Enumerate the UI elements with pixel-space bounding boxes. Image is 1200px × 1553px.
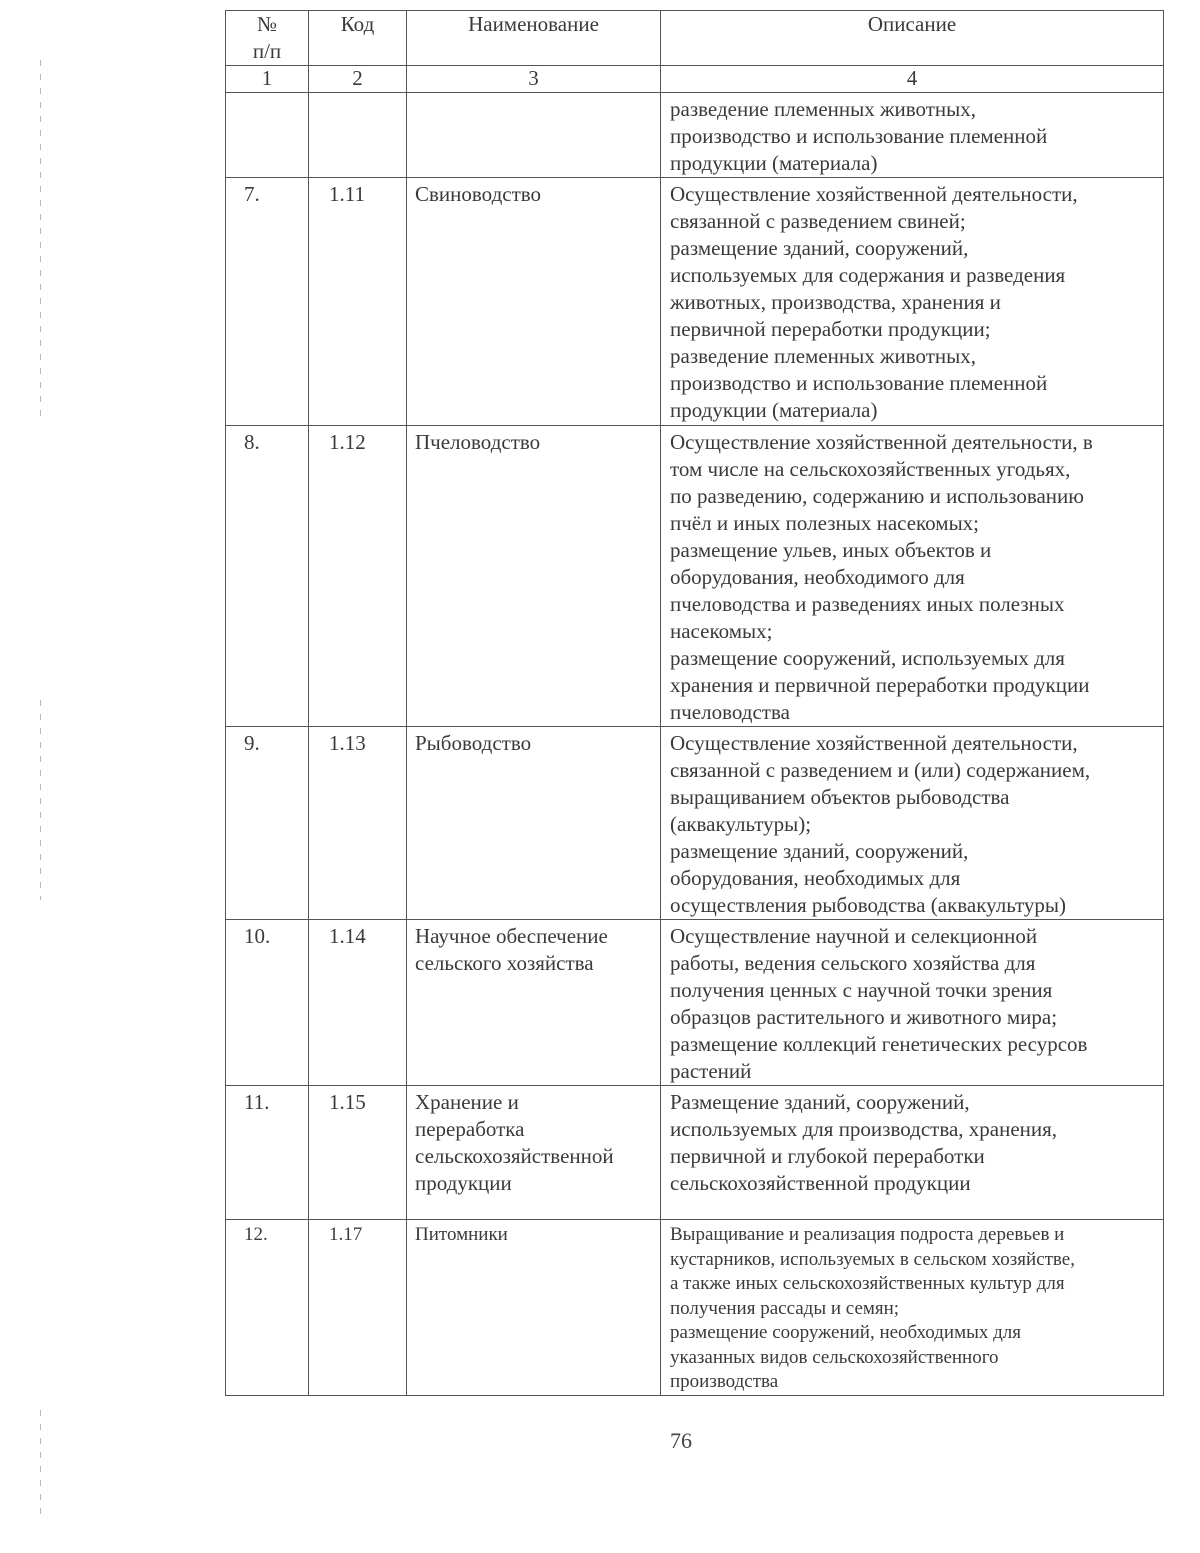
description-line: получения рассады и семян;: [670, 1297, 900, 1319]
description-line: Осуществление хозяйственной деятельности,: [670, 182, 1078, 206]
row-name: [407, 1086, 661, 1220]
description-line: выращиванием объектов рыбоводства: [670, 785, 1010, 809]
name-line: Питомники: [415, 1224, 508, 1245]
description-line: пчеловодства: [670, 700, 790, 724]
description-line: по разведению, содержанию и использованию: [670, 484, 1084, 508]
description-line: продукции (материала): [670, 151, 878, 175]
row-name: [407, 426, 661, 727]
description-line: производство и использование племенной: [670, 371, 1048, 395]
description-line: размещение зданий, сооружений,: [670, 839, 969, 863]
row-code: 1.13: [309, 727, 407, 920]
table-row: [226, 727, 1164, 920]
table-body: [226, 93, 1164, 1396]
description-line: образцов растительного и животного мира;: [670, 1005, 1058, 1029]
description-line: размещение зданий, сооружений,: [670, 236, 969, 260]
land-use-table: [225, 10, 1164, 1396]
description-line: Размещение зданий, сооружений,: [670, 1090, 970, 1114]
table-row: [226, 920, 1164, 1086]
row-code: [309, 93, 407, 178]
name-line: сельскохозяйственной: [415, 1144, 614, 1168]
description-line: кустарников, используемых в сельском хозяйстве,: [670, 1248, 1075, 1270]
description-line: производства: [670, 1371, 779, 1392]
description-line: размещение сооружений, используемых для: [670, 646, 1065, 670]
row-description: [661, 920, 1164, 1086]
row-description: [661, 426, 1164, 727]
description-line: сельскохозяйственной продукции: [670, 1171, 971, 1195]
column-number: 3: [407, 66, 661, 93]
name-line: Свиноводство: [415, 182, 542, 206]
description-line: размещение ульев, иных объектов и: [670, 538, 992, 562]
table-row: [226, 178, 1164, 426]
description-line: том числе на сельскохозяйственных угодьях,: [670, 457, 1071, 481]
table-row: [226, 1086, 1164, 1220]
description-line: Осуществление хозяйственной деятельности, в: [670, 430, 1093, 454]
table-header-row: [226, 11, 1164, 66]
column-number: 4: [661, 66, 1164, 93]
description-line: осуществления рыбоводства (аквакультуры): [670, 893, 1066, 917]
scan-edge-mark: [40, 700, 41, 900]
table-row: [226, 93, 1164, 178]
header-name: Наименование: [407, 11, 661, 66]
row-number: 12.: [226, 1220, 309, 1396]
name-line: продукции: [415, 1171, 512, 1195]
description-line: пчеловодства и разведениях иных полезных: [670, 592, 1065, 616]
description-line: используемых для производства, хранения,: [670, 1117, 1058, 1141]
row-name: [407, 1220, 661, 1396]
description-line: разведение племенных животных,: [670, 344, 977, 368]
description-line: продукции (материала): [670, 398, 878, 422]
row-name: [407, 93, 661, 178]
name-line: Хранение и: [415, 1090, 519, 1114]
scan-edge-mark: [40, 1410, 41, 1520]
description-line: насекомых;: [670, 619, 773, 643]
description-line: указанных видов сельскохозяйственного: [670, 1346, 999, 1368]
name-line: Научное обеспечение: [415, 924, 608, 948]
row-description: [661, 93, 1164, 178]
description-line: хранения и первичной переработки продукции: [670, 673, 1090, 697]
column-number-row: [226, 66, 1164, 93]
description-line: связанной с разведением и (или) содержанием,: [670, 758, 1091, 782]
description-line: связанной с разведением свиней;: [670, 209, 966, 233]
table-row: [226, 1220, 1164, 1396]
description-line: первичной и глубокой переработки: [670, 1144, 985, 1168]
name-line: Рыбоводство: [415, 731, 532, 755]
column-number: 2: [309, 66, 407, 93]
row-description: [661, 727, 1164, 920]
row-code: 1.14: [309, 920, 407, 1086]
row-description: [661, 1086, 1164, 1220]
row-description: [661, 178, 1164, 426]
description-line: используемых для содержания и разведения: [670, 263, 1066, 287]
row-code: 1.11: [309, 178, 407, 426]
description-line: размещение коллекций генетических ресурсов: [670, 1032, 1088, 1056]
row-name: [407, 178, 661, 426]
row-code: 1.12: [309, 426, 407, 727]
header-description: Описание: [661, 11, 1164, 66]
description-line: производство и использование племенной: [670, 124, 1048, 148]
row-number: 8.: [226, 426, 309, 727]
description-line: разведение племенных животных,: [670, 97, 977, 121]
description-line: Осуществление хозяйственной деятельности,: [670, 731, 1078, 755]
description-line: животных, производства, хранения и: [670, 290, 1001, 314]
row-number: 10.: [226, 920, 309, 1086]
name-line: переработка: [415, 1117, 525, 1141]
description-line: размещение сооружений, необходимых для: [670, 1322, 1021, 1343]
row-name: [407, 920, 661, 1086]
description-line: (аквакультуры);: [670, 812, 812, 836]
description-line: получения ценных с научной точки зрения: [670, 978, 1053, 1002]
row-description: [661, 1220, 1164, 1396]
row-number: 11.: [226, 1086, 309, 1220]
name-line: сельского хозяйства: [415, 951, 594, 975]
description-line: Осуществление научной и селекционной: [670, 924, 1038, 948]
page-number: 76: [670, 1428, 692, 1453]
name-line: Пчеловодство: [415, 430, 541, 454]
description-line: оборудования, необходимых для: [670, 866, 961, 890]
row-number: [226, 93, 309, 178]
row-code: 1.17: [309, 1220, 407, 1396]
table-row: [226, 426, 1164, 727]
description-line: работы, ведения сельского хозяйства для: [670, 951, 1036, 975]
row-name: [407, 727, 661, 920]
row-number: 7.: [226, 178, 309, 426]
row-code: 1.15: [309, 1086, 407, 1220]
description-line: растений: [670, 1059, 752, 1083]
description-line: оборудования, необходимого для: [670, 565, 965, 589]
description-line: пчёл и иных полезных насекомых;: [670, 511, 980, 535]
row-number: 9.: [226, 727, 309, 920]
description-line: Выращивание и реализация подроста деревьев и: [670, 1224, 1065, 1245]
column-number: 1: [226, 66, 309, 93]
scan-edge-mark: [40, 60, 41, 420]
description-line: первичной переработки продукции;: [670, 317, 991, 341]
header-code: Код: [309, 11, 407, 66]
description-line: а также иных сельскохозяйственных культур для: [670, 1273, 1065, 1294]
header-num: № п/п: [226, 11, 309, 66]
